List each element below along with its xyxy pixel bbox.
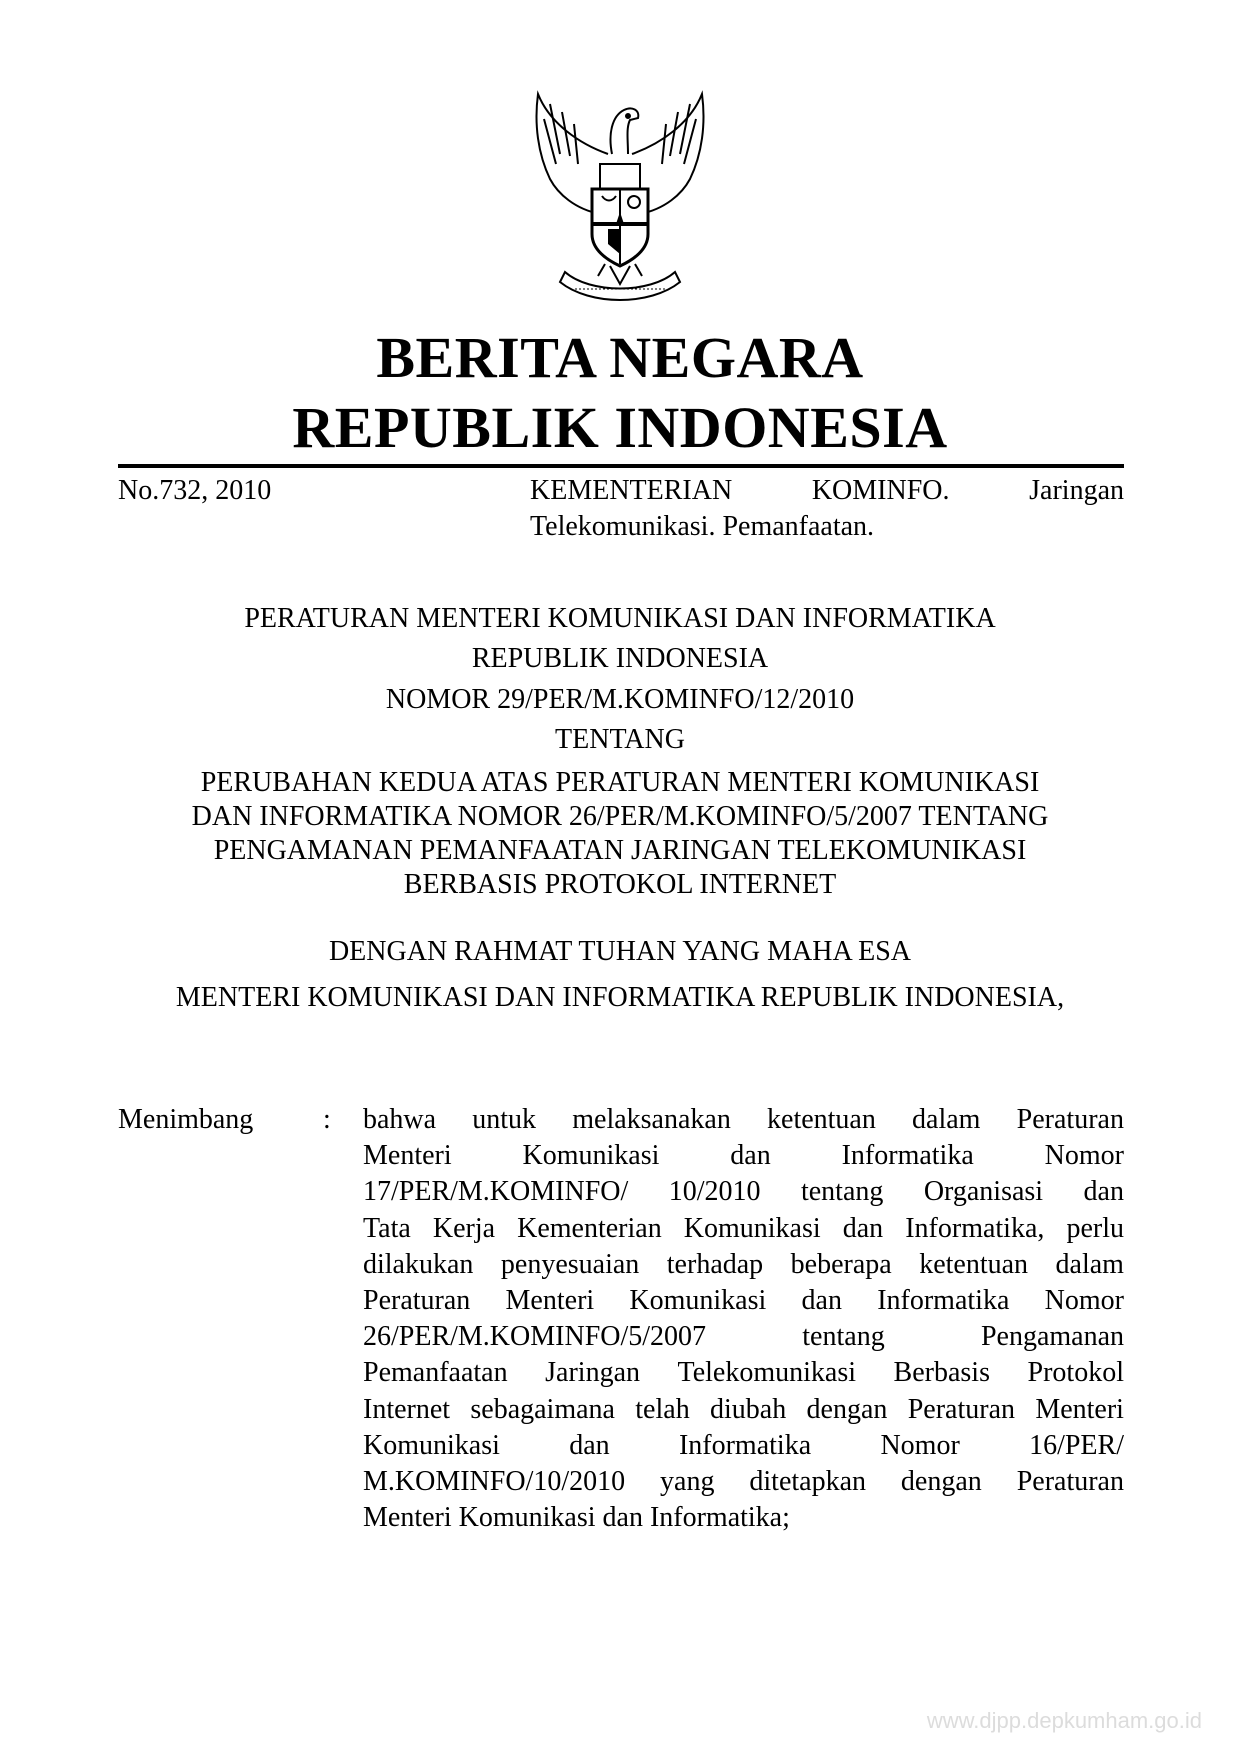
paragraph-word: dengan <box>900 1466 982 1498</box>
regulation-number: NOMOR 29/PER/M.KOMINFO/12/2010 <box>385 684 855 715</box>
paragraph-word: telah <box>635 1393 690 1425</box>
paragraph-word: beberapa <box>790 1248 892 1280</box>
paragraph-word: M.KOMINFO/10/2010 <box>363 1466 626 1498</box>
paragraph-word: melaksanakan <box>572 1104 731 1135</box>
paragraph-word: diubah <box>710 1393 787 1425</box>
paragraph-word: 26/PER/M.KOMINFO/5/2007 <box>363 1321 707 1353</box>
paragraph-word: untuk <box>472 1104 537 1135</box>
regulation-subject-line1: PERUBAHAN KEDUA ATAS PERATURAN MENTERI KOMUNIKASI <box>200 767 1040 798</box>
paragraph-word: Tata <box>363 1212 411 1244</box>
regulation-about-heading: TENTANG <box>555 724 685 755</box>
paragraph-line <box>363 1464 1124 1500</box>
paragraph-word: dan <box>1083 1176 1124 1208</box>
regulation-title-line2: REPUBLIK INDONESIA <box>471 643 769 674</box>
paragraph-line <box>363 1283 1124 1319</box>
paragraph-line <box>363 1174 1124 1210</box>
paragraph-line <box>363 1138 1124 1174</box>
source-watermark: www.djpp.depkumham.go.id <box>926 1708 1202 1733</box>
paragraph-line <box>363 1428 1124 1464</box>
subject-word: KEMENTERIAN <box>530 475 733 506</box>
paragraph-word: dalam <box>1055 1248 1124 1280</box>
paragraph-line <box>363 1211 1124 1247</box>
paragraph-word: Pengamanan <box>980 1321 1124 1353</box>
regulation-subject-line4: BERBASIS PROTOKOL INTERNET <box>403 869 837 900</box>
paragraph-word: terhadap <box>666 1248 764 1280</box>
paragraph-line <box>363 1247 1124 1283</box>
paragraph-word: Komunikasi <box>629 1285 767 1317</box>
paragraph-word: perlu <box>1066 1212 1124 1244</box>
considering-paragraph <box>363 1102 1124 1536</box>
header-divider <box>118 464 1124 468</box>
paragraph-word: Nomor <box>880 1429 960 1461</box>
paragraph-word: Menteri <box>1035 1393 1124 1425</box>
paragraph-word: Peraturan <box>1016 1466 1124 1498</box>
paragraph-word: tentang <box>802 1321 885 1353</box>
paragraph-word: ketentuan <box>767 1104 876 1135</box>
paragraph-line <box>363 1355 1124 1391</box>
paragraph-word: penyesuaian <box>500 1248 640 1280</box>
paragraph-word: Organisasi <box>923 1176 1044 1208</box>
subject-line2: Telekomunikasi. Pemanfaatan. <box>530 511 875 542</box>
paragraph-line <box>363 1102 1124 1138</box>
regulation-subject-line3: PENGAMANAN PEMANFAATAN JARINGAN TELEKOMUNIKASI <box>213 835 1027 866</box>
paragraph-word: Telekomunikasi <box>677 1357 856 1389</box>
paragraph-word: dalam <box>912 1104 981 1135</box>
paragraph-word: dengan <box>806 1393 888 1425</box>
paragraph-word: yang <box>660 1466 715 1498</box>
gazette-subject <box>530 473 1124 545</box>
gazette-title-line1: BERITA NEGARA <box>376 325 864 390</box>
paragraph-word: Informatika <box>678 1429 812 1461</box>
paragraph-word: dilakukan <box>363 1248 474 1280</box>
paragraph-word: 17/PER/M.KOMINFO/ <box>363 1176 629 1208</box>
subject-word: Jaringan <box>1029 475 1124 506</box>
paragraph-line <box>363 1319 1124 1355</box>
regulation-title-line1: PERATURAN MENTERI KOMUNIKASI DAN INFORMATIKA <box>244 603 996 634</box>
paragraph-word: dan <box>569 1429 610 1461</box>
paragraph-word: Berbasis <box>893 1357 990 1389</box>
paragraph-word: Nomor <box>1044 1285 1124 1317</box>
subject-word: KOMINFO. <box>811 475 950 506</box>
paragraph-word: Kerja <box>432 1212 496 1244</box>
paragraph-word: dan <box>730 1140 771 1172</box>
paragraph-word: Informatika <box>877 1285 1010 1317</box>
paragraph-word: dan <box>842 1212 884 1244</box>
paragraph-word: Pemanfaatan <box>363 1357 508 1389</box>
paragraph-word: tentang <box>800 1176 884 1208</box>
paragraph-word: dan <box>801 1285 842 1317</box>
considering-label: Menimbang <box>118 1104 254 1135</box>
paragraph-word: Komunikasi <box>363 1429 500 1461</box>
paragraph-word: Protokol <box>1027 1357 1124 1389</box>
paragraph-word: Menteri <box>363 1140 452 1172</box>
gazette-title-line2: REPUBLIK INDONESIA <box>292 395 948 460</box>
paragraph-word: Peraturan <box>907 1393 1016 1425</box>
paragraph-word: Kementerian <box>517 1212 662 1244</box>
grace-statement: DENGAN RAHMAT TUHAN YANG MAHA ESA <box>328 936 912 967</box>
paragraph-line <box>363 1392 1124 1428</box>
paragraph-word: Peraturan <box>363 1285 471 1317</box>
regulation-subject-line2: DAN INFORMATIKA NOMOR 26/PER/M.KOMINFO/5/2007 TENTANG <box>191 801 1049 832</box>
paragraph-word: Komunikasi <box>683 1212 821 1244</box>
paragraph-word: Informatika, <box>905 1212 1045 1244</box>
paragraph-word: Informatika <box>841 1140 974 1172</box>
paragraph-word: 16/PER/ <box>1029 1429 1124 1461</box>
paragraph-word: Komunikasi <box>522 1140 660 1172</box>
garuda-emblem-icon <box>520 84 720 304</box>
paragraph-word: Menteri <box>505 1285 595 1317</box>
minister-statement: MENTERI KOMUNIKASI DAN INFORMATIKA REPUBLIK INDONESIA, <box>175 982 1065 1013</box>
paragraph-word: ditetapkan <box>749 1466 867 1498</box>
paragraph-word: Internet <box>363 1393 451 1425</box>
paragraph-word: sebagaimana <box>470 1393 615 1425</box>
paragraph-word: ketentuan <box>919 1248 1029 1280</box>
paragraph-word: Nomor <box>1044 1140 1124 1172</box>
paragraph-word: Peraturan <box>1016 1104 1124 1135</box>
gazette-number: No.732, 2010 <box>118 475 272 506</box>
paragraph-word: bahwa <box>363 1104 437 1135</box>
paragraph-line: Menteri Komunikasi dan Informatika; <box>363 1502 790 1534</box>
paragraph-word: Jaringan <box>545 1357 640 1389</box>
paragraph-word: 10/2010 <box>668 1176 761 1208</box>
considering-colon: : <box>323 1104 331 1135</box>
